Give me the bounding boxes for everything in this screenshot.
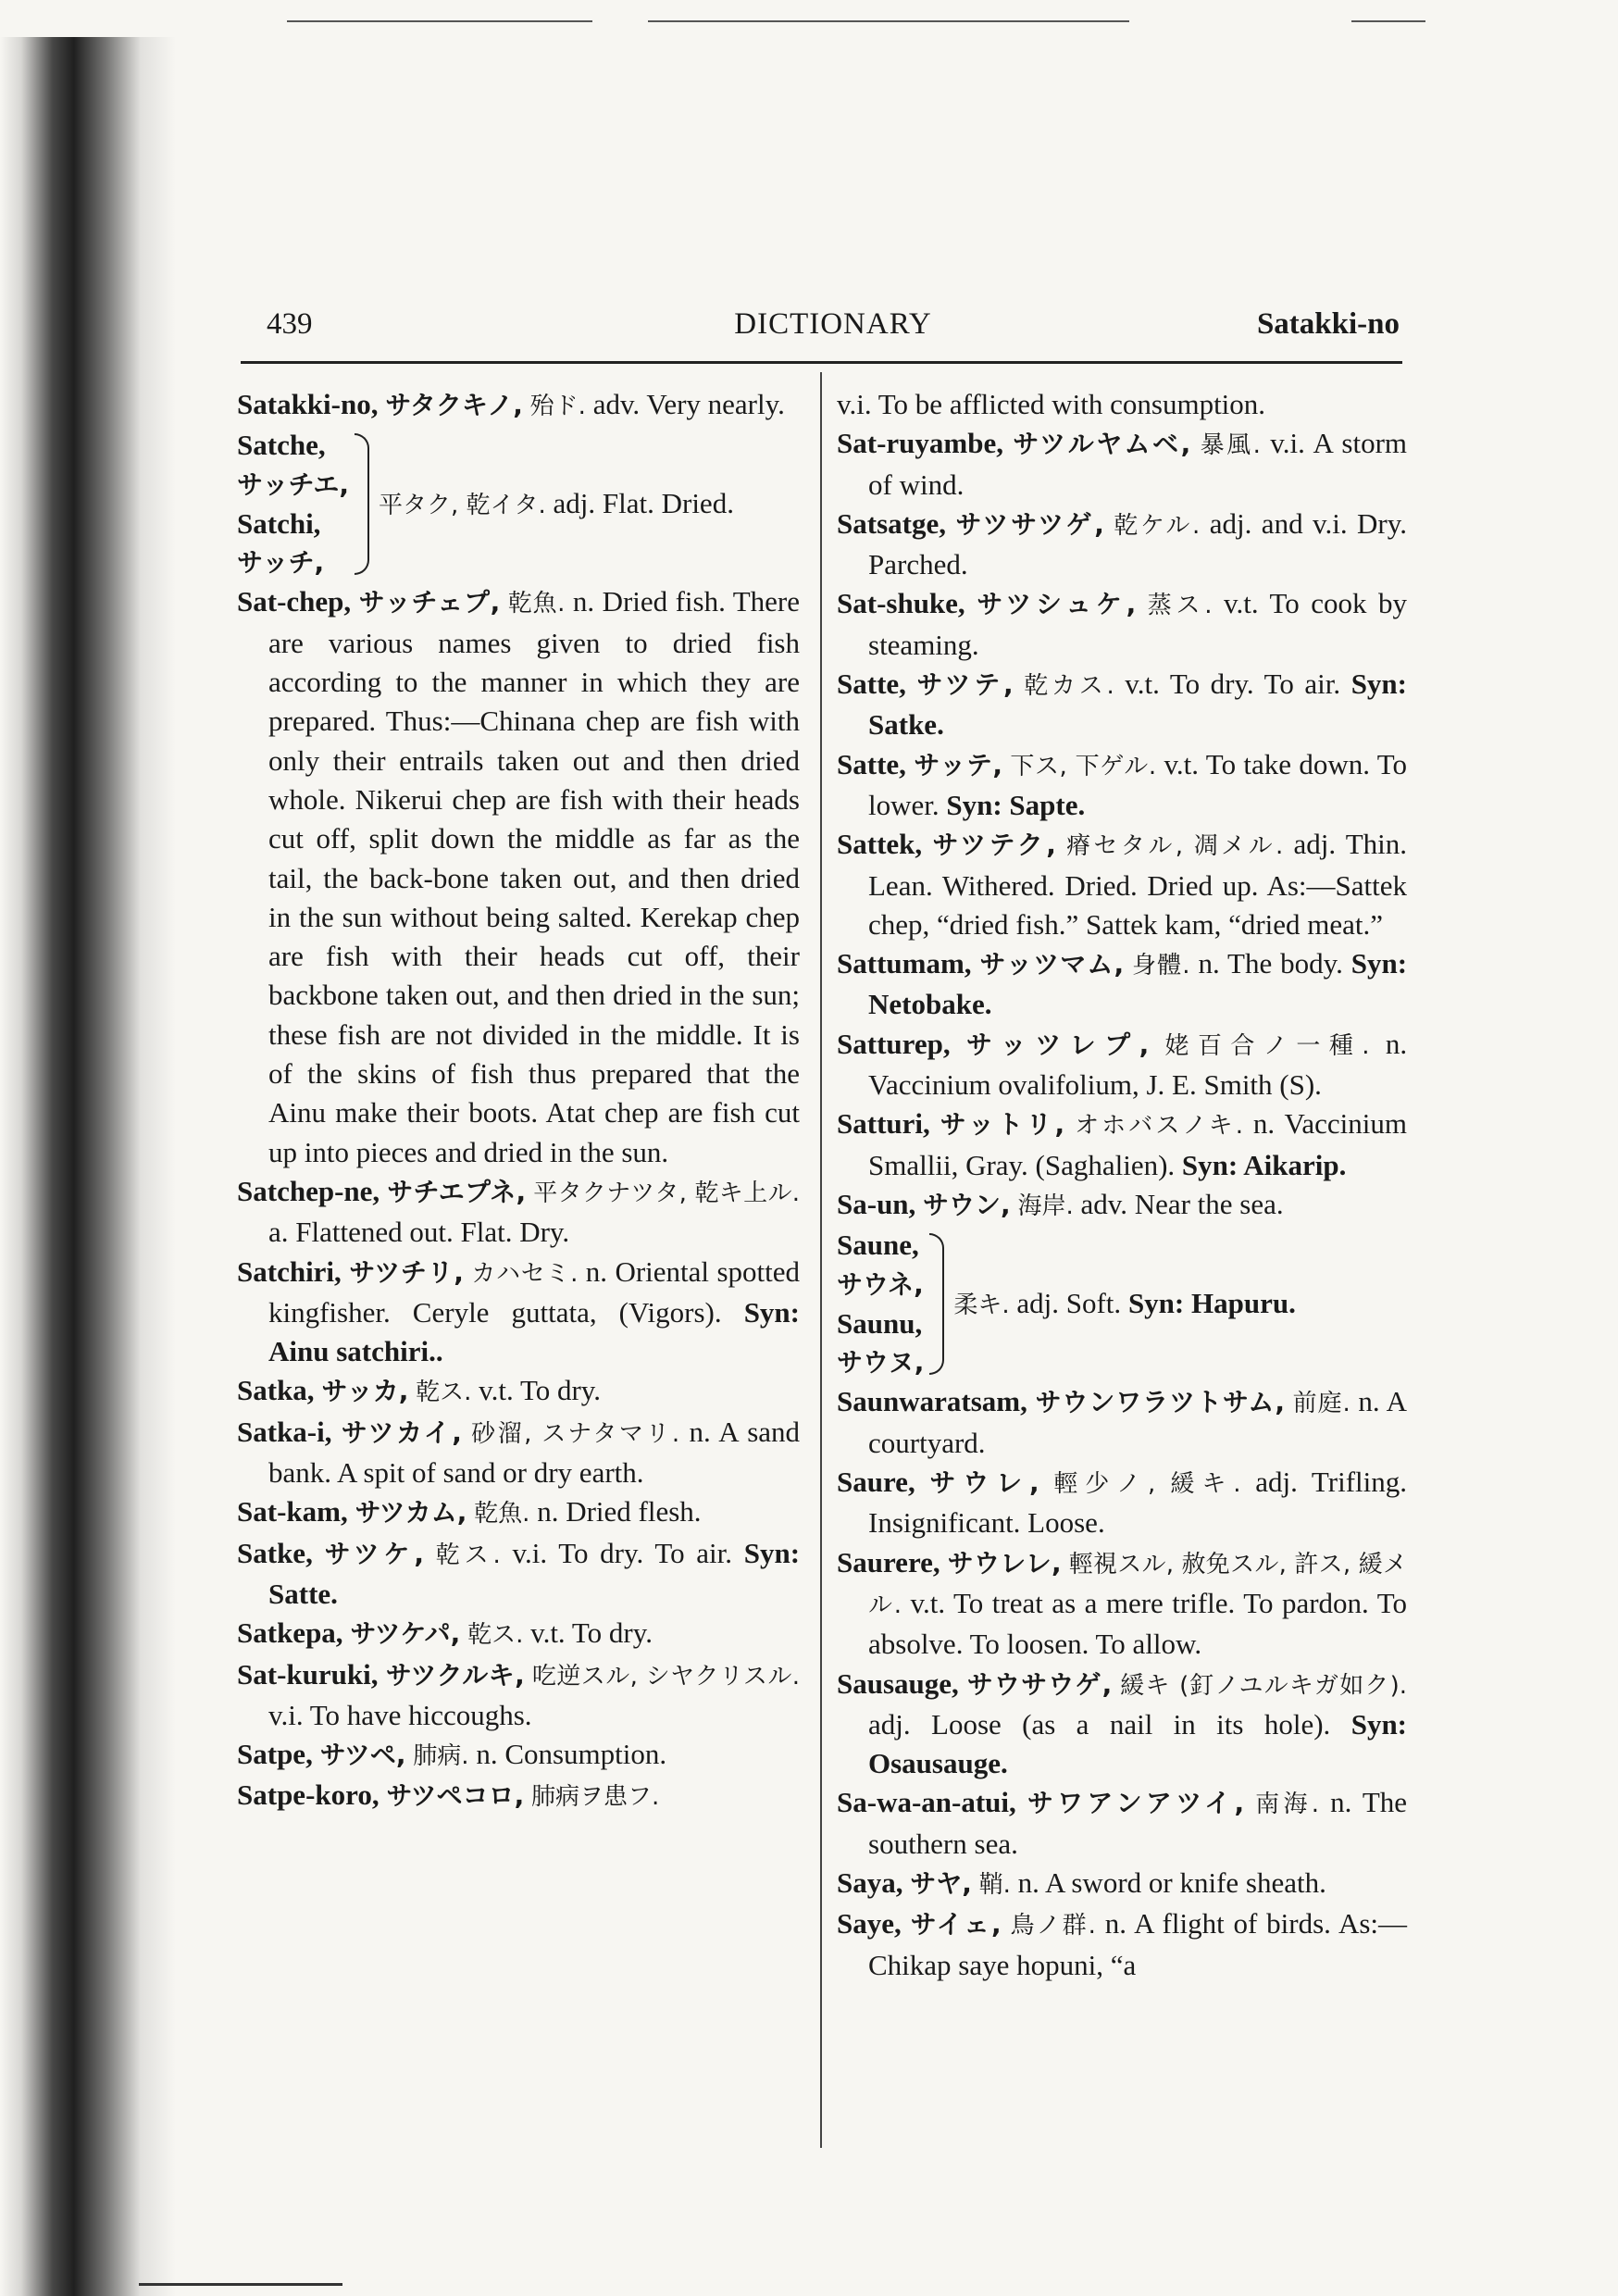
definition-text: n. The southern sea.: [868, 1786, 1408, 1860]
definition-text: v.t. To dry. To air.: [1125, 668, 1341, 701]
dictionary-entry: [237, 1735, 800, 1776]
headword: Sattek,: [837, 828, 923, 861]
entry-continuation: [837, 385, 1407, 424]
definition-text: adj. Trifling. Insignificant. Loose.: [868, 1466, 1408, 1540]
definition-text: n. Oriental spotted kingfisher. Ceryle guttata, (Vigors).: [268, 1254, 801, 1329]
definition-text: adj. Flat. Dried.: [553, 486, 734, 519]
japanese-gloss: 暴風.: [1200, 431, 1261, 460]
headword-kana: サウン,: [923, 1189, 1011, 1220]
japanese-gloss: 輕視スル, 赦免スル, 許ス, 緩メル.: [868, 1550, 1407, 1619]
japanese-gloss: 柔キ.: [953, 1291, 1010, 1319]
headword: Satsatge,: [837, 506, 946, 540]
definition-text: n. Vaccinium ovalifolium, J. E. Smith (S).: [868, 1027, 1408, 1102]
synonym: Syn: Satte.: [268, 1536, 801, 1610]
headword: Satpe-koro,: [237, 1778, 380, 1812]
japanese-gloss: 海岸.: [1017, 1192, 1074, 1220]
definition-text: n. A sword or knife sheath.: [1017, 1866, 1326, 1899]
headword: Saurere,: [837, 1545, 940, 1578]
dictionary-entry: [837, 1382, 1407, 1463]
headword: Saye,: [837, 1907, 902, 1940]
dictionary-entry: [237, 1492, 800, 1533]
headword: Saunwaratsam,: [837, 1385, 1027, 1418]
synonym: Syn: Sapte.: [946, 788, 1086, 821]
headword-kana: サツケ,: [324, 1538, 424, 1569]
headword-group: [237, 426, 349, 582]
definition-text: n. Dried fish. There are various names given to dried fish according to the manner in which they are prepared. Thus:—Chinana chep are fish with only their entrails taken out and then dried whole. Nikerui chep are fish with their heads cut off, split down the middle as far as the tail, the back-bone taken out, and then dried in the sun without being salted. Kerekap chep are fish with their heads cut off, their backbone taken out, and then dried in the sun; these fish are not divided in the middle. It is of the skins of fish thus prepared that the Ainu make their boots. Atat chep are fish cut up into pieces and dried in the sun.: [268, 585, 801, 1168]
japanese-gloss: 下ス, 下ゲル.: [1010, 752, 1157, 780]
headword-kana: サツシュケ,: [977, 589, 1137, 620]
headword-kana: サツチリ,: [349, 1256, 464, 1288]
japanese-gloss: 乾魚.: [507, 590, 566, 618]
headword-kana: サッチェプ,: [358, 587, 501, 618]
japanese-gloss: カハセミ.: [471, 1259, 579, 1288]
japanese-gloss: 平タク, 乾イタ.: [378, 491, 546, 519]
definition-text: v.t. To cook by steaming.: [868, 587, 1408, 661]
guide-word: Satakki-no: [1256, 307, 1400, 341]
dictionary-entry: [837, 584, 1407, 665]
definition-text: adj. Loose (as a nail in its hole).: [868, 1707, 1331, 1741]
headword-kana: サッテ,: [914, 749, 1003, 780]
headword: Saure,: [837, 1466, 915, 1499]
definition-text: n. A flight of birds. As:—Chikap saye hopuni, “a: [868, 1907, 1408, 1981]
dictionary-entry: [837, 745, 1407, 826]
page-header: [267, 307, 1400, 354]
dictionary-entry: [837, 1104, 1407, 1185]
headword: Satpe,: [237, 1738, 313, 1771]
headword: Satka,: [237, 1374, 315, 1407]
headword-kana: サツサツゲ,: [955, 508, 1104, 540]
dictionary-entry: [837, 1025, 1407, 1105]
headword-kana: サチエプネ,: [387, 1176, 527, 1207]
dictionary-entry: [837, 1904, 1407, 1985]
headword-kana: サッチ,: [237, 547, 325, 579]
headword-kana: サツカイ,: [341, 1416, 462, 1448]
definition-text: n. A sand bank. A spit of sand or dry earth.: [268, 1415, 801, 1490]
top-edge-line: [648, 20, 1129, 22]
headword-kana: サウンワラツトサム,: [1035, 1387, 1285, 1418]
column-divider: [820, 372, 822, 2148]
headword-kana: サウネ,: [837, 1268, 924, 1300]
japanese-gloss: 殆ド.: [529, 393, 586, 420]
headword: Satte,: [837, 668, 906, 701]
headword: Satkepa,: [237, 1616, 343, 1650]
definition-text: a. Flattened out. Flat. Dry.: [268, 1216, 570, 1249]
japanese-gloss: 鞘.: [978, 1870, 1011, 1899]
brace: [355, 433, 369, 575]
headword-kana: サッカ,: [321, 1376, 409, 1407]
synonym: Syn: Aikarip.: [1181, 1148, 1347, 1181]
headword: Saunu,: [837, 1306, 923, 1340]
japanese-gloss: 南海.: [1255, 1791, 1320, 1819]
japanese-gloss: 姥百合ノ一種.: [1164, 1031, 1370, 1060]
definition-text: adj. Soft.: [1016, 1286, 1122, 1319]
dictionary-entry: [837, 1543, 1407, 1665]
japanese-gloss: 乾カス.: [1024, 672, 1114, 701]
headword: Sat-chep,: [237, 585, 352, 618]
headword-kana: サッツレプ,: [965, 1029, 1150, 1060]
top-edge-line: [287, 20, 592, 22]
dictionary-entry: [237, 1253, 800, 1372]
headword-kana: サツテ,: [916, 669, 1014, 701]
headword: Satturi,: [837, 1107, 930, 1141]
definition: [953, 1284, 1407, 1325]
japanese-gloss: 鳥ノ群.: [1010, 1912, 1096, 1940]
dictionary-entry: [237, 1413, 800, 1493]
headword: Sat-kam,: [237, 1495, 348, 1529]
synonym: Syn: Ainu satchiri..: [268, 1295, 800, 1368]
headword-kana: サウレ,: [929, 1467, 1039, 1499]
headword-kana: サタクキノ,: [385, 390, 523, 420]
dictionary-entry: [837, 424, 1407, 505]
dictionary-entry: [237, 385, 800, 426]
definition-text: v.t. To treat as a mere trifle. To pardon. To absolve. To loosen. To allow.: [868, 1586, 1407, 1661]
japanese-gloss: 瘠セタル, 凋メル.: [1066, 832, 1284, 861]
headword: Saya,: [837, 1866, 903, 1899]
headword-kana: サヤ,: [910, 1867, 972, 1899]
definition-text: n. A courtyard.: [868, 1385, 1408, 1459]
headword: Satke,: [237, 1536, 313, 1569]
synonym: Syn: Osausauge.: [868, 1707, 1408, 1780]
dictionary-entry: [837, 1185, 1407, 1226]
japanese-gloss: 乾ケル.: [1114, 511, 1201, 540]
headword: Satte,: [837, 747, 906, 780]
headword: Sausauge,: [837, 1666, 959, 1700]
definition-text: v.t. To dry.: [479, 1374, 602, 1407]
japanese-gloss: 身體.: [1132, 952, 1190, 980]
headword: Satchep-ne,: [237, 1174, 380, 1207]
headword: Satakki-no,: [237, 388, 379, 420]
headword: Sa-un,: [837, 1187, 916, 1220]
definition-text: v.i. A storm of wind.: [868, 427, 1408, 501]
definition-text: n. The body.: [1198, 947, 1343, 980]
headword-kana: サットリ,: [940, 1109, 1065, 1141]
headword-kana: サッツマム,: [979, 949, 1125, 980]
definition-text: v.i. To have hiccoughs.: [268, 1698, 532, 1731]
synonym: Syn: Satke.: [868, 668, 1407, 742]
japanese-gloss: 蒸ス.: [1147, 592, 1213, 620]
page-number: 439: [267, 307, 313, 341]
headword-kana: サウレレ,: [947, 1547, 1062, 1578]
headword: Sattumam,: [837, 947, 972, 980]
headword: Sat-ruyambe,: [837, 427, 1003, 460]
headword: Sa-wa-an-atui,: [837, 1786, 1016, 1819]
dictionary-entry: [837, 505, 1407, 585]
left-column: [237, 385, 800, 1817]
headword-kana: サワアンアツイ,: [1027, 1788, 1245, 1819]
headword-kana: サツルヤムベ,: [1013, 429, 1191, 460]
page-title: DICTIONARY: [734, 307, 932, 341]
dictionary-entry: [837, 1463, 1407, 1543]
synonym: Syn: Netobake.: [868, 947, 1408, 1021]
headword: Satka-i,: [237, 1415, 332, 1448]
japanese-gloss: 前庭.: [1292, 1390, 1350, 1418]
headword-kana: サツペ,: [319, 1740, 406, 1771]
entry-group: [237, 426, 800, 582]
bottom-edge-line: [139, 2283, 342, 2286]
headword-kana: サッチエ,: [237, 468, 349, 500]
dictionary-entry: [237, 1534, 800, 1615]
headword: Satturep,: [837, 1027, 951, 1060]
dictionary-entry: [237, 1655, 800, 1736]
definition-text: adj. Thin. Lean. Withered. Dried. Dried up. As:—Sattek chep, “dried fish.” Sattek kam, “dried meat.”: [868, 828, 1408, 941]
definition-text: v.t. To take down. To lower.: [868, 747, 1408, 821]
dictionary-entry: [237, 1614, 800, 1654]
japanese-gloss: 肺病ヲ患フ.: [531, 1783, 660, 1812]
headword: Satche,: [237, 429, 326, 462]
headword-group: [837, 1226, 924, 1382]
headword-kana: サウヌ,: [837, 1347, 925, 1379]
dictionary-entry: [837, 825, 1407, 944]
dictionary-entry: [837, 665, 1407, 745]
definition-text: v.i. To dry. To air.: [512, 1536, 733, 1569]
headword-kana: サイェ,: [910, 1909, 1002, 1940]
japanese-gloss: 緩キ (釘ノユルキガ如ク).: [1120, 1671, 1407, 1700]
book-binding-shadow: [0, 37, 176, 2296]
headword: Satchi,: [237, 506, 321, 540]
japanese-gloss: 吃逆スル, シヤクリスル.: [531, 1662, 801, 1691]
top-edge-line: [1351, 20, 1425, 22]
dictionary-entry: [237, 582, 800, 1171]
japanese-gloss: 砂溜, スナタマリ.: [471, 1419, 680, 1448]
japanese-gloss: 乾魚.: [474, 1500, 530, 1529]
headword: Satchiri,: [237, 1254, 342, 1288]
headword: Saune,: [837, 1229, 919, 1262]
brace: [929, 1233, 944, 1375]
definition-text: adv. Very nearly.: [592, 388, 785, 420]
right-column: [837, 385, 1407, 1985]
definition-text: n. Dried flesh.: [537, 1495, 702, 1529]
dictionary-entry: [237, 1776, 800, 1816]
entry-group: [837, 1226, 1407, 1382]
dictionary-entry: [837, 1783, 1407, 1864]
japanese-gloss: 平タクナツタ, 乾キ上ル.: [533, 1179, 801, 1207]
headword-kana: サツテク,: [932, 830, 1056, 861]
japanese-gloss: 乾ス.: [467, 1621, 524, 1650]
japanese-gloss: 輕少ノ, 緩キ.: [1053, 1470, 1241, 1499]
definition: [379, 484, 800, 525]
japanese-gloss: 乾ス.: [416, 1379, 472, 1407]
headword-kana: サツケパ,: [350, 1618, 461, 1650]
definition-text: n. Consumption.: [476, 1738, 667, 1771]
japanese-gloss: オホバスノキ.: [1075, 1112, 1244, 1141]
definition-text: adv. Near the sea.: [1080, 1187, 1284, 1220]
definition-text: v.t. To dry.: [530, 1616, 653, 1650]
headword: Sat-kuruki,: [237, 1657, 379, 1691]
definition-text: n. Vaccinium Smallii, Gray. (Saghalien).: [868, 1107, 1408, 1181]
headword-kana: サツクルキ,: [385, 1659, 525, 1691]
definition-text: adj. and v.i. Dry. Parched.: [868, 506, 1407, 581]
headword: Sat-shuke,: [837, 587, 965, 620]
dictionary-entry: [837, 944, 1407, 1025]
dictionary-entry: [837, 1864, 1407, 1904]
headword-kana: サツカム,: [355, 1497, 467, 1529]
definition-text: v.i. To be afflicted with consumption.: [837, 388, 1266, 420]
headword-kana: サウサウゲ,: [966, 1668, 1113, 1700]
synonym: Syn: Hapuru.: [1127, 1286, 1296, 1319]
dictionary-entry: [237, 1371, 800, 1412]
headword-kana: サツペコロ,: [386, 1780, 525, 1812]
japanese-gloss: 乾ス.: [435, 1541, 501, 1569]
japanese-gloss: 肺病.: [413, 1742, 469, 1771]
dictionary-entry: [837, 1665, 1407, 1784]
dictionary-entry: [237, 1172, 800, 1253]
header-rule: [241, 361, 1402, 364]
